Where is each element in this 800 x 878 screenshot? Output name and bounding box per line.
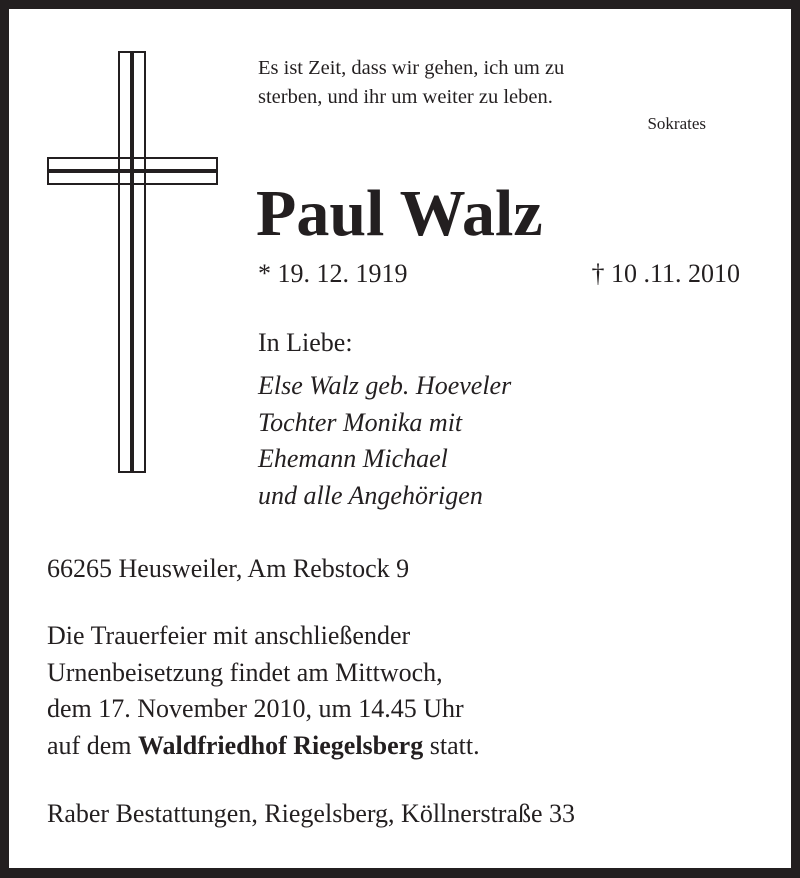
service-line: [47, 728, 480, 765]
mourners-heading: In Liebe:: [258, 328, 353, 357]
quote: [258, 54, 564, 112]
service-line: Die Trauerfeier mit anschließender: [47, 621, 411, 650]
service-suffix: statt.: [423, 730, 480, 760]
mourner: Tochter Monika mit: [258, 407, 463, 437]
quote-line: sterben, und ihr um weiter zu leben.: [258, 86, 553, 108]
mourner: und alle Angehörigen: [258, 480, 483, 510]
cemetery-name: Waldfriedhof Riegelsberg: [137, 730, 424, 760]
mourner: Else Walz geb. Hoeveler: [258, 371, 512, 400]
deceased-name: Paul Walz: [256, 177, 543, 250]
mourners-list: [258, 368, 511, 514]
service-line: dem 17. November 2010, um 14.45 Uhr: [47, 694, 464, 723]
family-address: 66265 Heusweiler, Am Rebstock 9: [47, 554, 410, 583]
service-prefix: auf dem: [47, 730, 138, 760]
quote-line: Es ist Zeit, dass wir gehen, ich um zu: [258, 57, 565, 79]
mourner: Ehemann Michael: [258, 444, 448, 473]
service-line: Urnenbeisetzung findet am Mittwoch,: [47, 657, 443, 687]
service-info: [47, 618, 480, 764]
death-date: † 10 .11. 2010: [591, 259, 740, 288]
quote-author: Sokrates: [647, 114, 706, 133]
birth-date: * 19. 12. 1919: [258, 259, 408, 288]
undertaker: Raber Bestattungen, Riegelsberg, Köllnerstraße 33: [47, 799, 576, 828]
